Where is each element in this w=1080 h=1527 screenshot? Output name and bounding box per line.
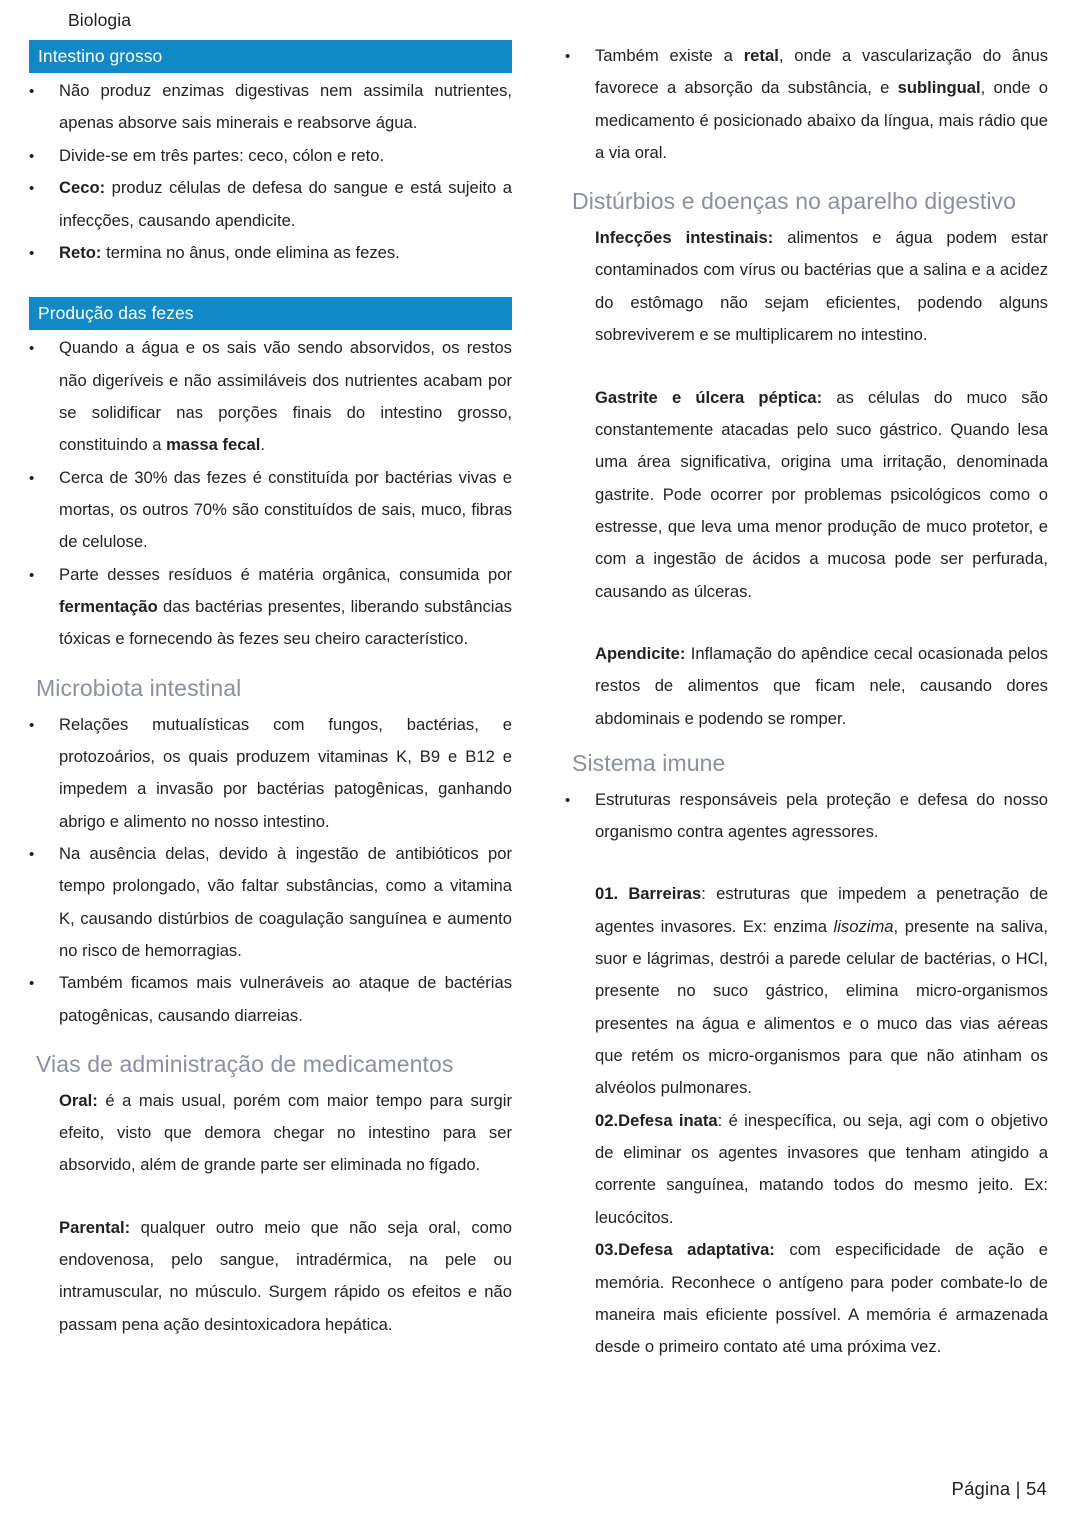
term-retal: retal [743,46,779,65]
paragraph-01-barreiras [565,878,1048,1104]
two-column-body [0,40,1080,1364]
bullet-text: Parte desses resíduos é matéria orgânica, consumida por [59,564,512,584]
paragraph-text: qualquer outro meio que não seja oral, como endovenosa, pelo sangue, intradérmica, na pele ou intramuscular, no músculo. Surgem rápido os efeitos e não passam pena ação desintoxicadora hepática. [59,1217,512,1334]
section-banner-intestino-grosso: Intestino grosso [29,40,512,73]
bullet-nao-produz-enzimas [29,75,512,140]
bullet-dot-icon: • [29,147,35,165]
term-defesa-adaptativa: 03.Defesa adaptativa: [595,1240,775,1260]
term-apendicite: Apendicite: [595,643,686,663]
paragraph-via-oral [29,1085,512,1182]
term-lisozima: lisozima [833,916,894,936]
paragraph-spacer [565,352,1048,382]
paragraph-gastrite-ulcera [565,382,1048,608]
bullet-dot-icon: • [29,845,35,863]
bullet-divide-se-tres-partes [29,140,512,172]
bullet-ausencia-antibioticos [29,838,512,967]
bullet-composicao-fezes [29,462,512,559]
term-oral: Oral: [59,1090,98,1110]
bullet-fermentacao [29,559,512,656]
page-footer: Página | 54 [951,1478,1047,1499]
term-massa-fecal: massa fecal [166,435,261,455]
running-head: Biologia [68,10,132,30]
bullet-dot-icon: • [29,180,35,198]
bullet-text: Na ausência delas, devido à ingestão de antibióticos por tempo prolongado, vão faltar substâncias, como a vitamina K, causando distúrbios de coagulação sanguínea e aumento no risco de hemorragias. [59,843,512,960]
left-column [29,40,512,1341]
bullet-text: Quando a água e os sais vão sendo absorvidos, os restos não digeríveis e não assimiláveis dos nutrientes acabam por se solidificar nas porções finais do intestino grosso, constituindo a [59,338,512,455]
bullet-text: Também existe a [595,46,744,65]
bullet-term-ceco: Ceco: [59,178,106,198]
bullet-ceco [29,172,512,237]
right-column [565,40,1048,1364]
bullet-dot-icon: • [29,83,35,101]
term-barreiras: 01. Barreiras [595,884,702,904]
term-parental: Parental: [59,1217,131,1237]
bullet-text: Também ficamos mais vulneráveis ao ataque de bactérias patogênicas, causando diarreias. [59,973,512,1025]
bullet-dot-icon: • [29,244,35,262]
bullet-dot-icon: • [29,566,35,584]
paragraph-03-defesa-adaptativa [565,1234,1048,1363]
paragraph-text: : é inespecífica, ou seja, agi com o objetivo de eliminar os agentes invasores que tenham atingido a corrente sanguínea, matando todos do mesmo jeito. Ex: leucócitos. [595,1110,1048,1227]
paragraph-infeccoes-intestinais [565,222,1048,351]
paragraph-spacer [29,1182,512,1212]
bullet-text: termina no ânus, onde elimina as fezes. [101,242,400,262]
bullet-vulneraveis-patogenicas [29,967,512,1032]
bullet-text-tail: , onde o medicamento é posicionado abaixo da língua, mais rádio que a via oral. [595,78,1048,163]
bullet-dot-icon: • [29,716,35,734]
heading-microbiota-intestinal: Microbiota intestinal [36,674,242,701]
bullet-reto [29,237,512,269]
paragraph-02-defesa-inata [565,1105,1048,1234]
bullet-text: Cerca de 30% das fezes é constituída por bactérias vivas e mortas, os outros 70% são constituídos de sais, muco, fibras de celulose. [59,467,512,552]
bullet-text: produz células de defesa do sangue e está sujeito a infecções, causando apendicite. [59,178,512,230]
bullet-text: Divide-se em três partes: ceco, cólon e reto. [59,145,385,165]
section-banner-producao-das-fezes: Produção das fezes [29,297,512,330]
bullet-text-tail: . [260,435,266,455]
paragraph-text: é a mais usual, porém com maior tempo para surgir efeito, visto que demora chegar no intestino para ser absorvido, além de grande parte ser eliminada no fígado. [59,1090,512,1175]
bullet-term-reto: Reto: [59,242,102,262]
bullet-via-retal-sublingual [565,40,1048,169]
bullet-text: Não produz enzimas digestivas nem assimila nutrientes, apenas absorve sais minerais e reabsorve água. [59,81,512,133]
paragraph-text: com especificidade de ação e memória. Reconhece o antígeno para poder combate-lo de maneira mais eficiente possível. A memória é armazenada desde o primeiro contato até uma próxima vez. [595,1240,1048,1357]
bullet-relacoes-mutualisticas [29,709,512,838]
paragraph-apendicite [565,638,1048,735]
term-gastrite-ulcera: Gastrite e úlcera péptica: [595,387,823,407]
bullet-massa-fecal [29,332,512,461]
bullet-text: Relações mutualísticas com fungos, bactérias, e protozoários, os quais produzem vitaminas K, B9 e B12 e impedem a invasão por bactérias patogênicas, ganhando abrigo e alimento no nosso intestino. [59,714,512,831]
bullet-text-mid: , onde a vascularização do ânus favorece a absorção da substância, e [595,46,1048,98]
paragraph-via-parental [29,1212,512,1341]
term-fermentacao: fermentação [59,597,158,617]
paragraph-text: as células do muco são constantemente atacadas pelo suco gástrico. Quando lesa uma área significativa, origina uma irritação, denominada gastrite. Pode ocorrer por problemas psicológicos como o estresse, que leva uma menor produção de muco protetor, e com a ingestão de ácidos a mucosa pode ser perfurada, causando as úlceras. [595,387,1049,601]
paragraph-text: alimentos e água podem estar contaminados com vírus ou bactérias que a salina e a acidez do estômago não sejam eficientes, podendo alguns sobreviverem e se multiplicarem no intestino. [595,228,1048,345]
term-infeccoes-intestinais: Infecções intestinais: [595,228,774,248]
term-sublingual: sublingual [897,78,981,98]
bullet-dot-icon: • [565,48,571,65]
heading-vias-administracao: Vias de administração de medicamentos [36,1050,454,1077]
bullet-dot-icon: • [29,340,35,358]
bullet-text: Estruturas responsáveis pela proteção e defesa do nosso organismo contra agentes agressores. [595,789,1048,842]
paragraph-text: Inflamação do apêndice cecal ocasionada pelos restos de alimentos que ficam nele, causando dores abdominais e podendo se romper. [595,643,1048,728]
heading-disturbios-doencas: Distúrbios e doenças no aparelho digestivo [572,188,1017,215]
paragraph-spacer [565,608,1048,638]
paragraph-text-tail: , presente na saliva, suor e lágrimas, destrói a parede celular de bactérias, o HCl, presente no suco gástrico, elimina micro-organismos presentes na água e alimentos e o muco das vias aéreas que retém os micro-organismos para que não atinham os alvéolos pulmonares. [595,916,1048,1098]
bullet-dot-icon: • [29,975,35,993]
bullet-dot-icon: • [565,791,571,809]
bullet-dot-icon: • [29,469,35,487]
bullet-estruturas-protecao [565,784,1048,849]
bullet-text-tail: das bactérias presentes, liberando substâncias tóxicas e fornecendo às fezes seu cheiro característico. [59,597,512,649]
paragraph-spacer [565,848,1048,878]
term-defesa-inata: 02.Defesa inata [595,1110,718,1130]
heading-sistema-imune: Sistema imune [572,749,726,776]
paragraph-text: : estruturas que impedem a penetração de agentes invasores. Ex: enzima [595,884,1048,936]
